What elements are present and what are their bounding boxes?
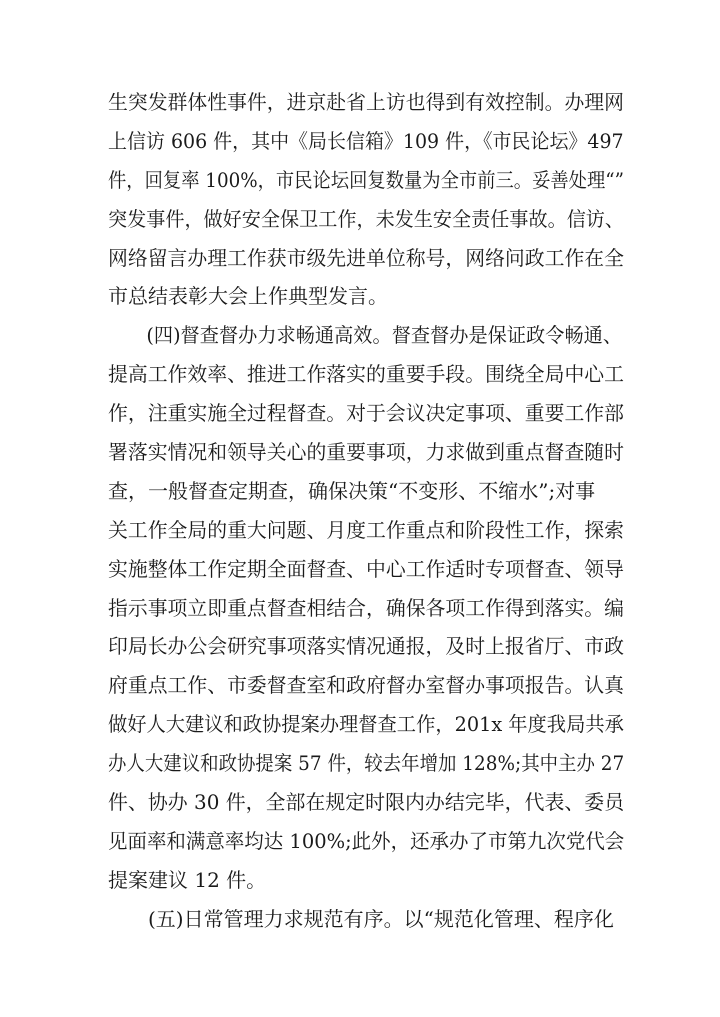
text-line: 指示事项立即重点督查相结合，确保各项工作得到落实。编 (108, 595, 624, 620)
text-line: 府重点工作、市委督查室和政府督办室督办事项报告。认真 (108, 673, 624, 698)
text-line: 件，回复率 100%，市民论坛回复数量为全市前三。妥善处理“” (108, 167, 624, 192)
text-line: 市总结表彰大会上作典型发言。 (108, 284, 388, 309)
text-line: 做好人大建议和政协提案办理督查工作，201x 年度我局共承 (108, 712, 624, 737)
text-line: (四)督查督办力求畅通高效。督查督办是保证政令畅通、 (146, 323, 623, 348)
text-line: 实施整体工作定期全面督查、中心工作适时专项督查、领导 (108, 556, 624, 581)
text-line: 关工作全局的重大问题、月度工作重点和阶段性工作，探索 (108, 517, 624, 542)
text-line: (五)日常管理力求规范有序。以“规范化管理、程序化 (148, 906, 614, 931)
document-body (108, 83, 624, 939)
text-line: 提案建议 12 件。 (108, 867, 267, 892)
text-line: 印局长办公会研究事项落实情况通报，及时上报省厅、市政 (108, 634, 624, 659)
text-line: 突发事件，做好安全保卫工作，未发生安全责任事故。信访、 (108, 206, 625, 231)
text-line: 办人大建议和政协提案 57 件，较去年增加 128%;其中主办 27 (108, 751, 625, 776)
text-line: 网络留言办理工作获市级先进单位称号，网络问政工作在全 (108, 245, 624, 270)
text-line: 提高工作效率、推进工作落实的重要手段。围绕全局中心工 (108, 362, 624, 387)
text-line: 生突发群体性事件，进京赴省上访也得到有效控制。办理网 (108, 90, 624, 114)
text-line: 件、协办 30 件，全部在规定时限内办结完毕，代表、委员 (108, 790, 625, 815)
text-line: 署落实情况和领导关心的重要事项，力求做到重点督查随时 (108, 440, 624, 465)
text-line: 上信访 606 件，其中《局长信箱》109 件，《市民论坛》497 (108, 128, 624, 153)
text-line: 查，一般督查定期查，确保决策“不变形、不缩水”;对事 (108, 478, 596, 503)
text-line: 作，注重实施全过程督查。对于会议决定事项、重要工作部 (108, 401, 624, 426)
text-line: 见面率和满意率均达 100%;此外，还承办了市第九次党代会 (108, 828, 625, 853)
